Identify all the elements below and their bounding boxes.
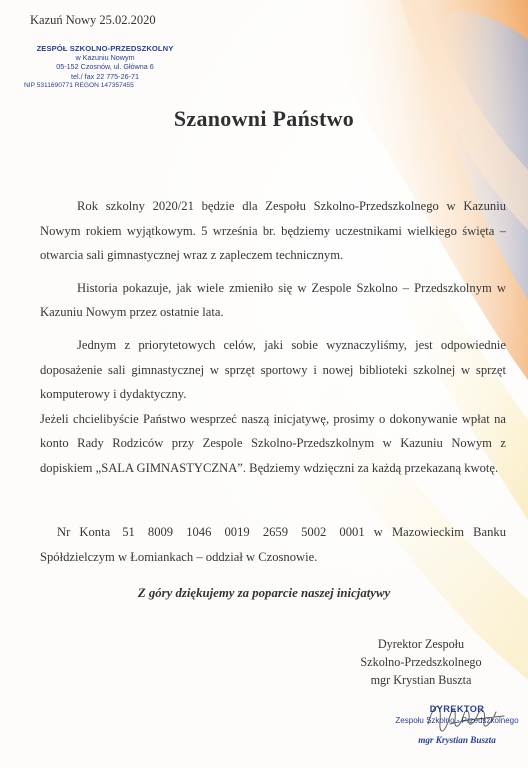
signature-line2: Szkolno-Przedszkolnego [360,654,482,669]
account-label: Nr Konta [57,525,111,539]
school-stamp [24,44,180,90]
school-stamp-line1: ZESPÓŁ SZKOLNO-PRZEDSZKOLNY [36,44,174,53]
letter-body [40,194,506,481]
school-stamp-line4: tel./ fax 22 775-26-71 [71,71,139,81]
director-stamp-line2: Zespołu Szkolno - Przedszkolnego [395,716,519,725]
signature-block [336,636,506,689]
paragraph-4: Jeżeli chcielibyście Państwo wesprzeć naszą inicjatywę, prosimy o dokonywanie wpłat na konto Rady Rodziców przy Zespole Szkolno-Przedszkolnym w Kazuniu Nowym z dopiskiem „SALA GIMNASTYCZNA”. Będziemy wdzięczni za każdą przekazaną kwotę. [40,411,506,475]
school-stamp-line2: w Kazuniu Nowym [75,53,135,63]
school-stamp-line5: NIP 5311690771 REGON 147357455 [24,81,134,89]
school-stamp-line3: 05-152 Czosnów, ul. Główna 6 [56,62,154,72]
signature-line3: mgr Krystian Buszta [370,672,472,687]
letter-date: Kazuń Nowy 25.02.2020 [30,13,156,27]
paragraph-3: Jednym z priorytetowych celów, jaki sobie wyznaczyliśmy, jest odpowiednie doposażenie sali gimnastycznej w sprzęt sportowy i nowej biblioteki szkolnej w sprzęt komputerowy i dydaktyczny. [40,337,506,402]
paragraph-1: Rok szkolny 2020/21 będzie dla Zespołu Szkolno-Przedszkolnego w Kazuniu Nowym rokiem wyjątkowym. 5 września br. będziemy uczestnikami wielkiego święta – otwarcia sali gimnastycznej wraz z zapleczem technicznym. [40,199,506,263]
handwritten-signature-icon [420,694,510,744]
account-bank-details: w Mazowieckim Banku Spółdzielczym w Łomiankach – oddział w Czosnowie. [40,525,507,564]
account-number: 51 8009 1046 0019 2659 5002 0001 [122,525,365,539]
bank-account-paragraph [40,520,506,569]
thanks-line: Z góry dziękujemy za poparcie naszej inicjatywy [137,586,391,600]
signature-line1: Dyrektor Zespołu [377,637,465,651]
paragraph-2: Historia pokazuje, jak wiele zmieniło się w Zespole Szkolno – Przedszkolnym w Kazuniu Nowym przez ostatnie lata. [40,280,506,320]
director-stamp-line1: DYREKTOR [429,704,485,714]
letter-title: Szanowni Państwo [173,106,355,131]
director-stamp-line3: mgr Krystian Buszta [418,735,496,745]
